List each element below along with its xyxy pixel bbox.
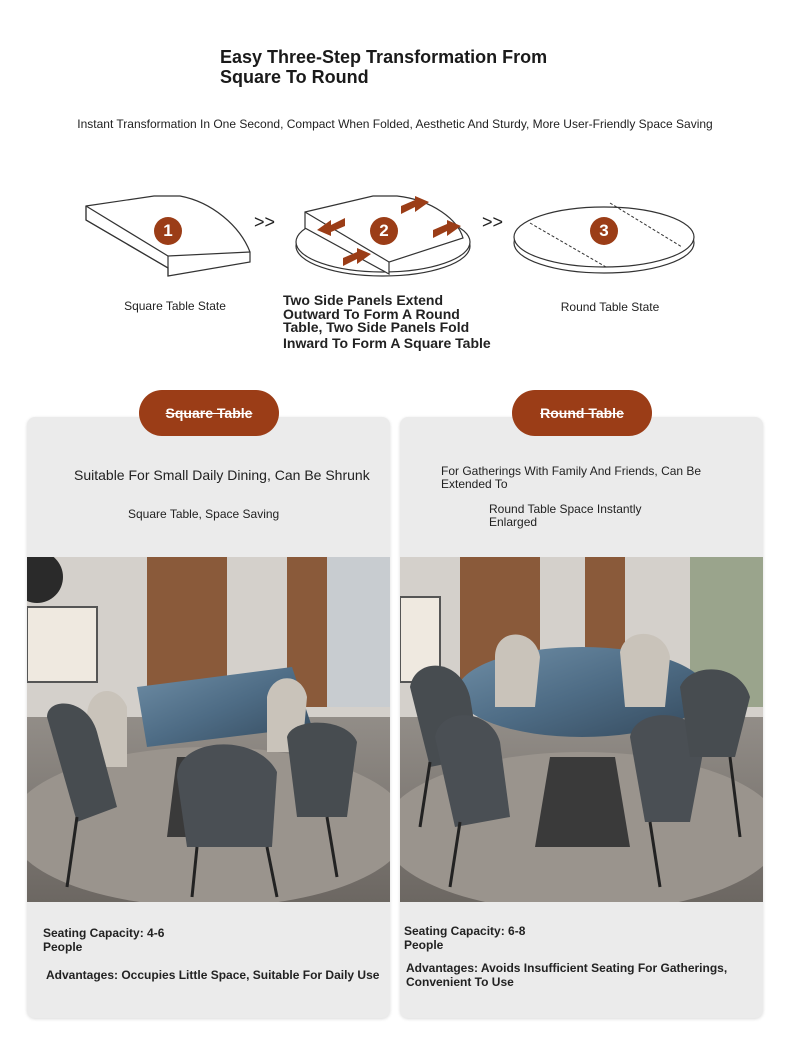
step-2-label-line-2: Outward To Form A Round [283, 305, 460, 322]
round-capacity [404, 924, 525, 952]
step-1-badge: 1 [154, 217, 182, 245]
round-description-2 [489, 503, 642, 529]
page-title-line-2: Square To Round [220, 67, 369, 87]
step-2-label-line-4: Inward To Form A Square Table [283, 334, 491, 351]
square-description-1: Suitable For Small Daily Dining, Can Be Shrunk [74, 467, 370, 483]
round-capacity-line-1: Seating Capacity: 6-8 [404, 924, 526, 938]
round-advantages [406, 961, 727, 989]
step-arrow-1: >> [254, 212, 276, 232]
round-description-2-line-2: Enlarged [489, 515, 538, 529]
step-3-badge: 3 [590, 217, 618, 245]
page-title [220, 47, 580, 87]
round-capacity-line-2: People [404, 938, 444, 952]
round-description-1-line-1: For Gatherings With Family And Friends, Can Be [441, 464, 702, 478]
step-2-label-line-1: Two Side Panels Extend [283, 292, 444, 308]
round-advantages-line-2: Convenient To Use [406, 975, 514, 989]
round-table-photo [400, 557, 763, 902]
step-2-label-line-3: Table, Two Side Panels Fold [283, 319, 470, 335]
page-title-line-1: Easy Three-Step Transformation From [220, 47, 548, 67]
step-3-label: Round Table State [560, 300, 660, 314]
square-description-2: Square Table, Space Saving [128, 507, 280, 521]
round-advantages-line-1: Advantages: Avoids Insufficient Seating For Gatherings, [406, 961, 728, 975]
square-table-photo [27, 557, 390, 902]
round-description-1 [441, 465, 701, 491]
step-1-label: Square Table State [124, 299, 226, 313]
step-2-label [283, 294, 513, 350]
round-description-2-line-1: Round Table Space Instantly [489, 502, 642, 516]
round-table-pill: Round Table [512, 390, 652, 436]
square-capacity [43, 926, 164, 954]
square-table-pill: Square Table [139, 390, 279, 436]
page-subtitle: Instant Transformation In One Second, Compact When Folded, Aesthetic And Sturdy, More User-Friendly Space Saving [77, 117, 713, 131]
square-capacity-line-1: Seating Capacity: 4-6 [43, 926, 165, 940]
round-description-1-line-2: Extended To [441, 477, 508, 491]
square-advantages: Advantages: Occupies Little Space, Suitable For Daily Use [46, 968, 380, 982]
step-2-badge: 2 [370, 217, 398, 245]
step-arrow-2: >> [482, 212, 504, 232]
square-capacity-line-2: People [43, 940, 83, 954]
